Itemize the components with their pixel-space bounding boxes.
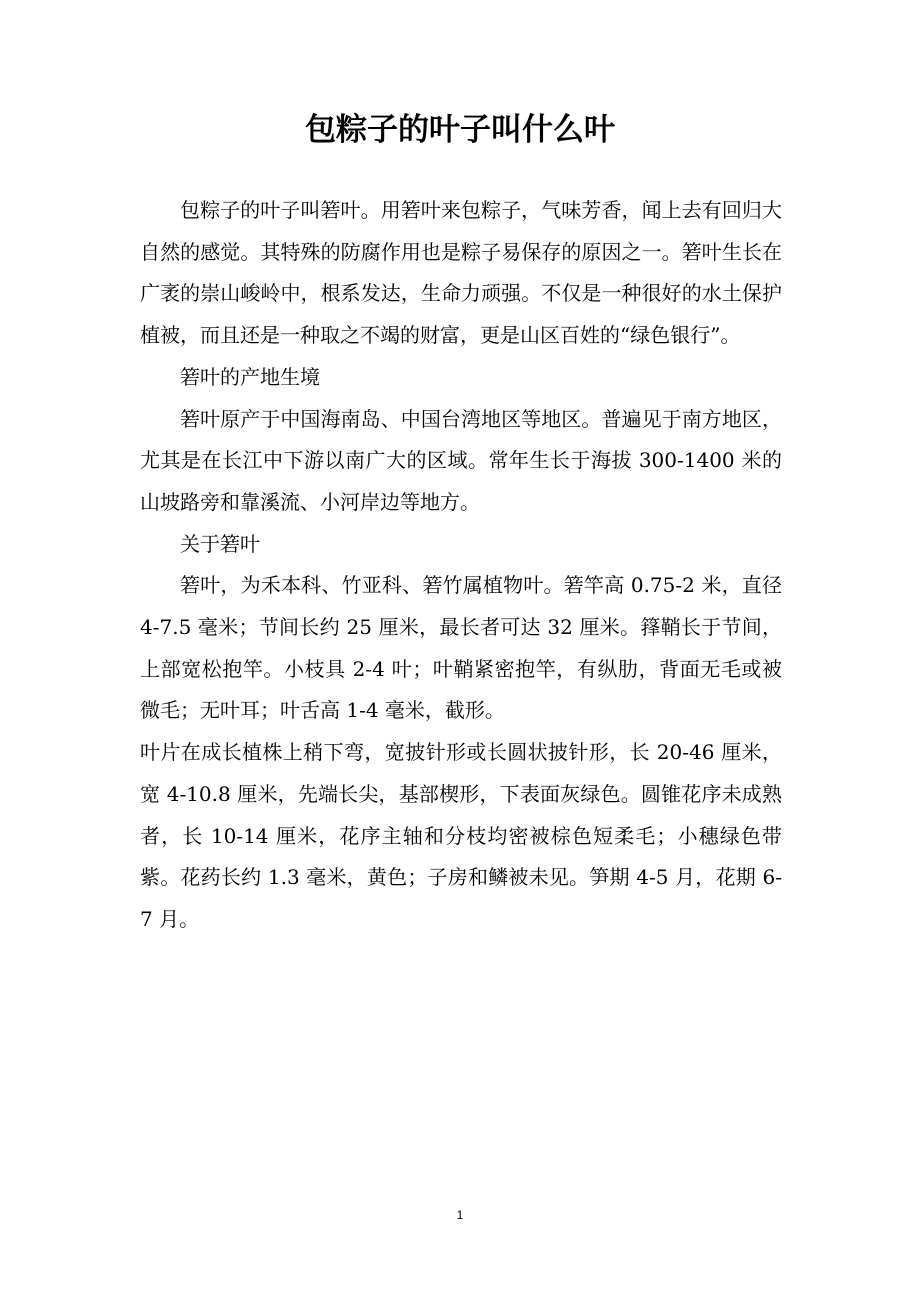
paragraph-about: 箬叶，为禾本科、竹亚科、箬竹属植物叶。箬竿高 0.75-2 米，直径 4-7.5 毫米；节间长约 25 厘米，最长者可达 32 厘米。箨鞘长于节间，上部宽松抱竿。小枝具 2-4 叶；叶鞘紧密抱竿，有纵肋，背面无毛或被微毛；无叶耳；叶舌高 1-4 毫米，截形。 <box>140 573 782 723</box>
paragraph-intro: 包粽子的叶子叫箬叶。用箬叶来包粽子，气味芳香，闻上去有回归大自然的感觉。其特殊的防腐作用也是粽子易保存的原因之一。箬叶生长在广袤的崇山峻岭中，根系发达，生命力顽强。不仅是一种很好的水土保护植被，而且还是一种取之不竭的财富，更是山区百姓的“绿色银行”。 <box>140 198 782 348</box>
page-number: 1 <box>456 1208 464 1222</box>
paragraph-habitat: 箬叶原产于中国海南岛、中国台湾地区等地区。普遍见于南方地区，尤其是在长江中下游以南广大的区域。常年生长于海拔 300-1400 米的山坡路旁和靠溪流、小河岸边等地方。 <box>140 406 782 514</box>
section-heading-about: 关于箬叶 <box>180 531 260 556</box>
paragraph-leaf-description: 叶片在成长植株上稍下弯，宽披针形或长圆状披针形，长 20-46 厘米，宽 4-10.8 厘米，先端长尖，基部楔形，下表面灰绿色。圆锥花序未成熟者，长 10-14 厘米，花序主轴和分枝均密被棕色短柔毛；小穗绿色带紫。花药长约 1.3 毫米，黄色；子房和鳞被未见。笋期 4-5 月，花期 6-7 月。 <box>140 740 782 931</box>
section-heading-habitat: 箬叶的产地生境 <box>180 364 320 389</box>
document-title: 包粽子的叶子叫什么叶 <box>305 112 615 148</box>
document-body <box>140 190 782 941</box>
